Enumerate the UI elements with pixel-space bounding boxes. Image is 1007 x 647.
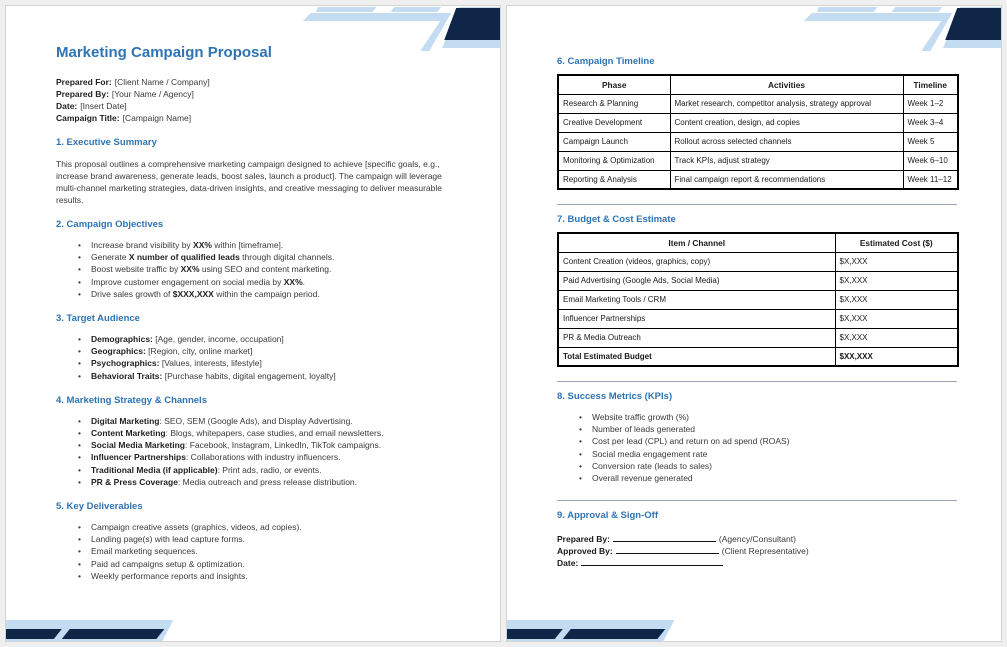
- table-row: Content Creation (videos, graphics, copy) $X,XXX: [558, 252, 958, 271]
- signoff-block: [557, 533, 955, 569]
- section-divider: [557, 204, 957, 205]
- section-heading-campaign-objectives: 2. Campaign Objectives: [56, 219, 164, 230]
- section-divider: [557, 500, 957, 501]
- list-item: • Paid ad campaigns setup & optimization.: [78, 558, 460, 570]
- list-item: • Overall revenue generated: [579, 472, 955, 484]
- page-1: [5, 5, 501, 642]
- table-row: Research & Planning Market research, competitor analysis, strategy approval Week 1–2: [558, 94, 958, 113]
- campaign-timeline-table: [557, 74, 959, 190]
- table-row: Reporting & Analysis Final campaign report & recommendations Week 11–12: [558, 170, 958, 189]
- audience-list: [56, 333, 460, 382]
- table-row: PR & Media Outreach $X,XXX: [558, 328, 958, 347]
- table-header-row: [558, 75, 958, 94]
- list-item: • Traditional Media (if applicable): Print ads, radio, or events.: [78, 464, 460, 476]
- meta-line-campaign-title: Campaign Title: [Campaign Name]: [56, 113, 192, 123]
- section-heading-approval-signoff: 9. Approval & Sign-Off: [557, 510, 658, 522]
- column-header: Item / Channel: [558, 233, 835, 252]
- signoff-line-prepared-by: Prepared By: (Agency/Consultant): [557, 534, 796, 545]
- list-item: • Demographics: [Age, gender, income, occupation]: [78, 333, 460, 345]
- section-heading-budget: 7. Budget & Cost Estimate: [557, 214, 676, 225]
- list-item: • Landing page(s) with lead capture forms.: [78, 533, 460, 545]
- list-item: • Conversion rate (leads to sales): [579, 460, 955, 472]
- page-2: [506, 5, 1002, 642]
- column-header: Phase: [558, 75, 670, 94]
- signature-line: [613, 535, 716, 542]
- section-heading-success-metrics: 8. Success Metrics (KPIs): [557, 391, 673, 402]
- list-item: • Geographics: [Region, city, online market]: [78, 345, 460, 357]
- corner-decoration-bottom-left: [507, 611, 1001, 641]
- meta-line-date: Date: [Insert Date]: [56, 101, 127, 111]
- list-item: • Boost website traffic by XX% using SEO and content marketing.: [78, 263, 460, 275]
- signature-line: [581, 559, 723, 566]
- signature-line: [616, 547, 719, 554]
- section-heading-key-deliverables: 5. Key Deliverables: [56, 501, 143, 513]
- executive-summary-text: This proposal outlines a comprehensive marketing campaign designed to achieve [specific goals, e.g., increase brand awareness, generate leads, boost sales, launch a product]. The campaign will leverage multi-channel marketing strategies, data-driven insights, and creative messaging to deliver measurable results.: [56, 159, 442, 205]
- column-header: Activities: [670, 75, 903, 94]
- section-heading-executive-summary: 1. Executive Summary: [56, 137, 157, 148]
- table-row: Paid Advertising (Google Ads, Social Media) $X,XXX: [558, 271, 958, 290]
- section-heading-target-audience: 3. Target Audience: [56, 313, 140, 325]
- list-item: • Psychographics: [Values, interests, lifestyle]: [78, 357, 460, 369]
- list-item: • Number of leads generated: [579, 423, 955, 435]
- table-total-row: Total Estimated Budget $XX,XXX: [558, 347, 958, 366]
- section-divider: [557, 381, 957, 382]
- column-header: Estimated Cost ($): [835, 233, 958, 252]
- corner-decoration-bottom-left: [6, 611, 500, 641]
- list-item: • Behavioral Traits: [Purchase habits, digital engagement, loyalty]: [78, 370, 460, 382]
- table-row: Creative Development Content creation, design, ad copies Week 3–4: [558, 113, 958, 132]
- table-row: Email Marketing Tools / CRM $X,XXX: [558, 290, 958, 309]
- budget-table: [557, 232, 959, 367]
- list-item: • Drive sales growth of $XXX,XXX within the campaign period.: [78, 288, 460, 300]
- table-row: Campaign Launch Rollout across selected channels Week 5: [558, 132, 958, 151]
- list-item: • Social Media Marketing: Facebook, Instagram, LinkedIn, TikTok campaigns.: [78, 439, 460, 451]
- meta-line-prepared-for: Prepared For: [Client Name / Company]: [56, 77, 210, 87]
- list-item: • Influencer Partnerships: Collaborations with industry influencers.: [78, 451, 460, 463]
- document-meta: [56, 76, 460, 124]
- document-title: Marketing Campaign Proposal: [56, 44, 272, 61]
- signoff-line-approved-by: Approved By: (Client Representative): [557, 546, 809, 557]
- table-row: Monitoring & Optimization Track KPIs, adjust strategy Week 6–10: [558, 151, 958, 170]
- list-item: • Cost per lead (CPL) and return on ad spend (ROAS): [579, 435, 955, 447]
- list-item: • Improve customer engagement on social media by XX%.: [78, 276, 460, 288]
- list-item: • Email marketing sequences.: [78, 545, 460, 557]
- list-item: • Generate X number of qualified leads through digital channels.: [78, 251, 460, 263]
- meta-line-prepared-by: Prepared By: [Your Name / Agency]: [56, 89, 194, 99]
- list-item: • Campaign creative assets (graphics, videos, ad copies).: [78, 521, 460, 533]
- deliverables-list: [56, 521, 460, 582]
- list-item: • Digital Marketing: SEO, SEM (Google Ads), and Display Advertising.: [78, 415, 460, 427]
- list-item: • Weekly performance reports and insights.: [78, 570, 460, 582]
- list-item: • Increase brand visibility by XX% within [timeframe].: [78, 239, 460, 251]
- section-heading-campaign-timeline: 6. Campaign Timeline: [557, 56, 655, 67]
- list-item: • Content Marketing: Blogs, whitepapers, case studies, and email newsletters.: [78, 427, 460, 439]
- section-heading-marketing-strategy: 4. Marketing Strategy & Channels: [56, 394, 207, 406]
- column-header: Timeline: [903, 75, 958, 94]
- list-item: • Social media engagement rate: [579, 448, 955, 460]
- objectives-list: [56, 239, 460, 300]
- list-item: • Website traffic growth (%): [579, 411, 955, 423]
- list-item: • PR & Press Coverage: Media outreach and press release distribution.: [78, 476, 460, 488]
- signoff-line-date: Date:: [557, 557, 955, 569]
- table-header-row: [558, 233, 958, 252]
- table-row: Influencer Partnerships $X,XXX: [558, 309, 958, 328]
- kpi-list: [557, 411, 955, 484]
- strategy-list: [56, 415, 460, 488]
